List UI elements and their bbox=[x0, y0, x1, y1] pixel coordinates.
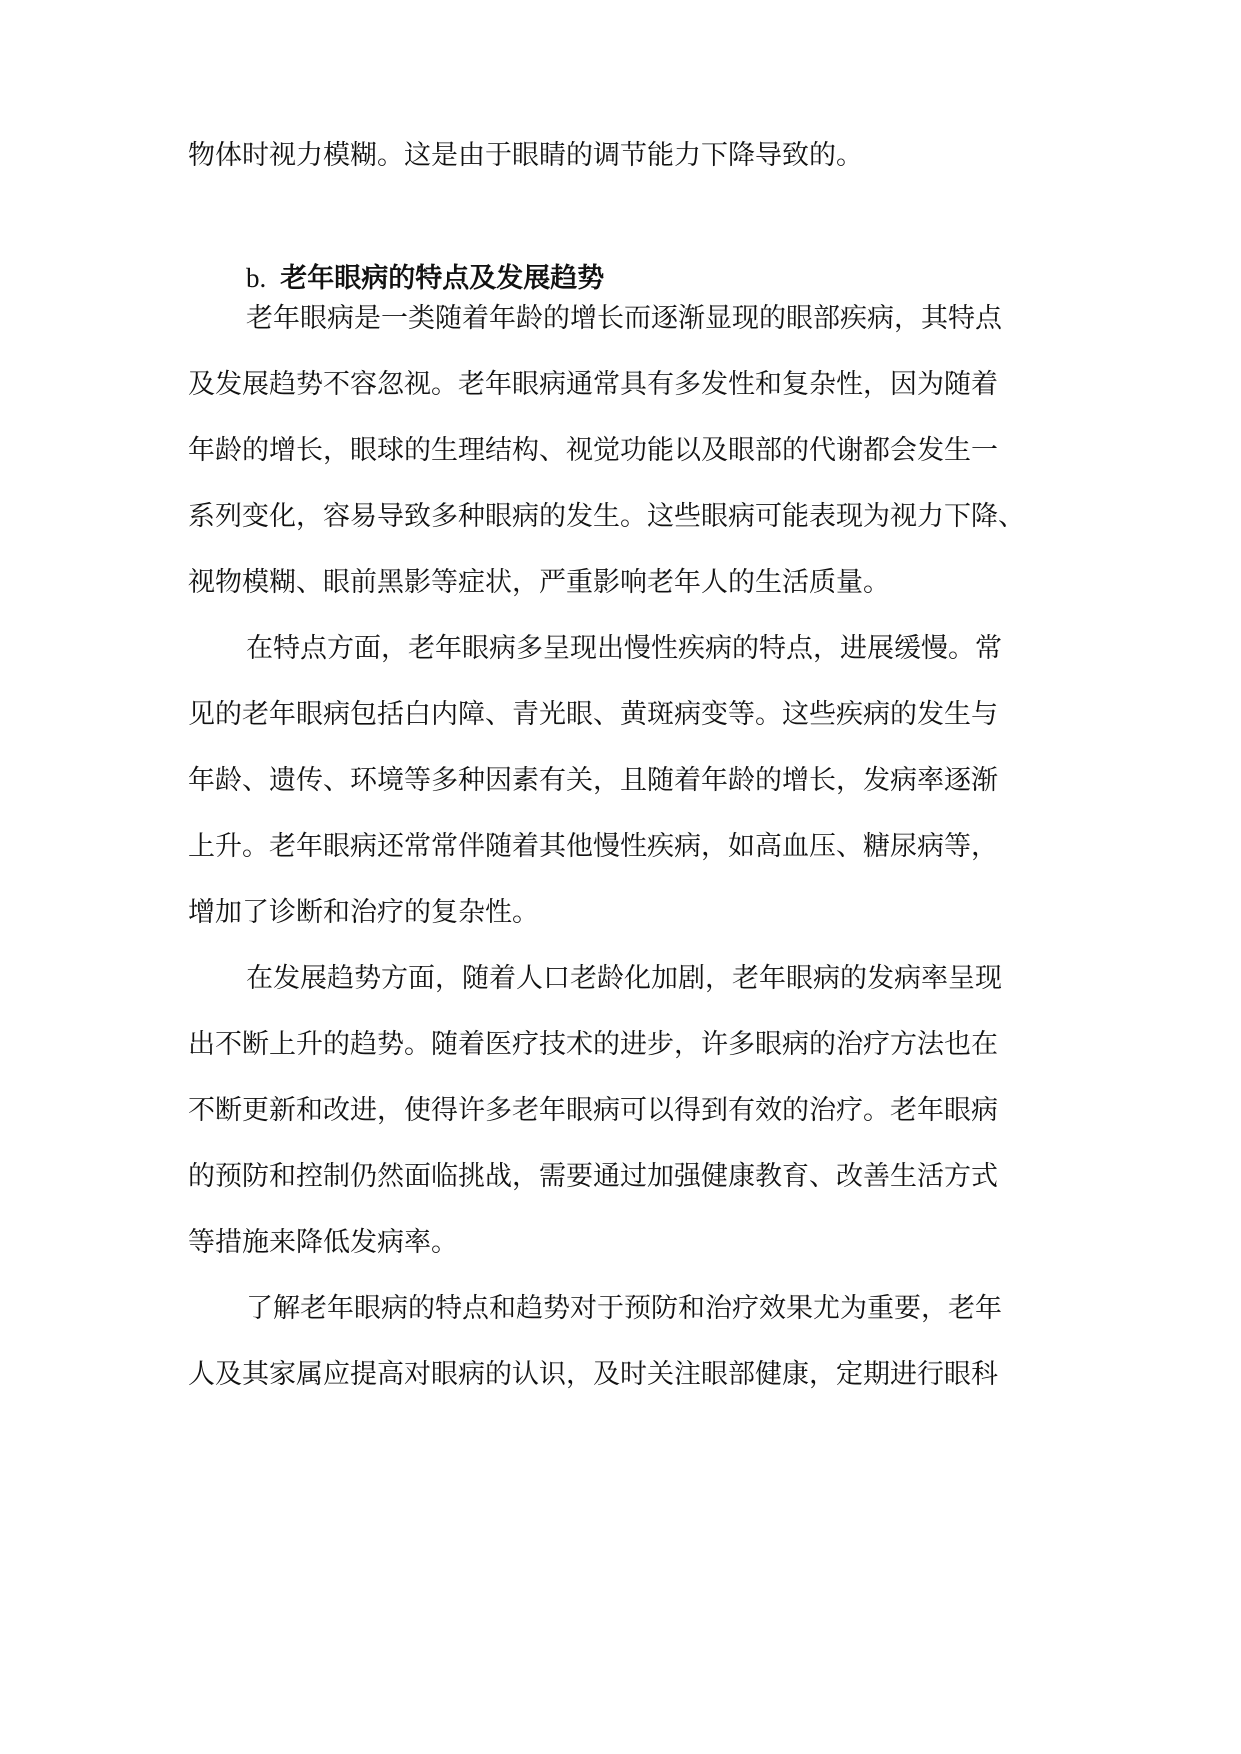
paragraph-2-line-4: 上升。老年眼病还常常伴随着其他慢性疾病，如高血压、糖尿病等， bbox=[188, 831, 998, 862]
section-title: 老年眼病的特点及发展趋势 bbox=[280, 263, 605, 294]
paragraph-1-line-5: 视物模糊、眼前黑影等症状，严重影响老年人的生活质量。 bbox=[188, 567, 890, 598]
paragraph-1-line-2: 及发展趋势不容忽视。老年眼病通常具有多发性和复杂性，因为随着 bbox=[188, 369, 998, 400]
section-number: b. bbox=[246, 263, 267, 293]
paragraph-4-line-2: 人及其家属应提高对眼病的认识，及时关注眼部健康，定期进行眼科 bbox=[188, 1359, 998, 1390]
paragraph-2-line-3: 年龄、遗传、环境等多种因素有关，且随着年龄的增长，发病率逐渐 bbox=[188, 765, 998, 796]
paragraph-3-line-5: 等措施来降低发病率。 bbox=[188, 1227, 458, 1258]
paragraph-1-line-1: 老年眼病是一类随着年龄的增长而逐渐显现的眼部疾病，其特点 bbox=[246, 303, 1002, 334]
paragraph-2-line-5: 增加了诊断和治疗的复杂性。 bbox=[188, 897, 539, 928]
opening-fragment-line: 物体时视力模糊。这是由于眼睛的调节能力下降导致的。 bbox=[188, 140, 863, 171]
paragraph-3-line-2: 出不断上升的趋势。随着医疗技术的进步，许多眼病的治疗方法也在 bbox=[188, 1029, 998, 1060]
paragraph-1-line-4: 系列变化，容易导致多种眼病的发生。这些眼病可能表现为视力下降、 bbox=[188, 501, 1025, 532]
paragraph-3-line-4: 的预防和控制仍然面临挑战，需要通过加强健康教育、改善生活方式 bbox=[188, 1161, 998, 1192]
paragraph-2-line-2: 见的老年眼病包括白内障、青光眼、黄斑病变等。这些疾病的发生与 bbox=[188, 699, 998, 730]
section-heading bbox=[246, 258, 604, 299]
paragraph-2-line-1: 在特点方面，老年眼病多呈现出慢性疾病的特点，进展缓慢。常 bbox=[246, 633, 1002, 664]
paragraph-4-line-1: 了解老年眼病的特点和趋势对于预防和治疗效果尤为重要，老年 bbox=[246, 1293, 1002, 1324]
paragraph-3-line-1: 在发展趋势方面，随着人口老龄化加剧，老年眼病的发病率呈现 bbox=[246, 963, 1002, 994]
paragraph-1-line-3: 年龄的增长，眼球的生理结构、视觉功能以及眼部的代谢都会发生一 bbox=[188, 435, 998, 466]
paragraph-3-line-3: 不断更新和改进，使得许多老年眼病可以得到有效的治疗。老年眼病 bbox=[188, 1095, 998, 1126]
